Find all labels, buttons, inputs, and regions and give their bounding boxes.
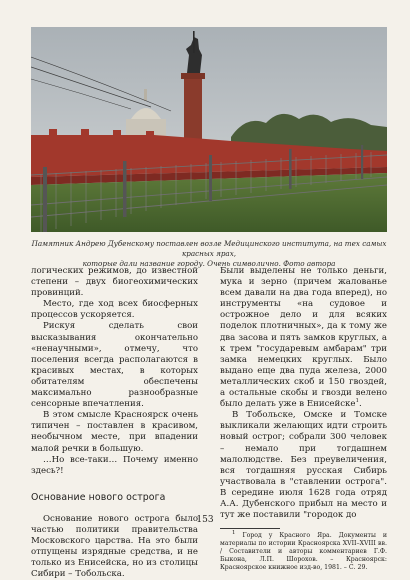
paragraph: В Тобольске, Омске и Томске выкликали желающих идти строить новый острог; собрали 300 человек – немало при тогдашнем малолюдстве. Без преувеличения, вся тогдашняя русская Сибирь участвовала в "ставлении острога". В середине июля 1628 года отряд А.А. Дубенского прибыл на место и тут же поставили "городок до bbox=[220, 410, 387, 521]
paragraph: …Но все-таки… Почему именно здесь?! bbox=[31, 454, 198, 476]
paragraph: логических режимов, до известной степени – двух биогеохимических провинций. bbox=[31, 266, 198, 299]
paragraph: Основание нового острога было частью политики правительства Московского царства. На это были отпущены изрядные средства, и не только из Енисейска, но из столицы Сибири – Тобольска. bbox=[31, 513, 198, 580]
page-number: 153 bbox=[196, 515, 214, 525]
photo-monument-icon bbox=[31, 27, 387, 232]
paragraph-text: Были выделены не только деньги, мука и зерно (причем жалованье всем давали на два года вперед), но инструменты «на судовое и острожное дело и для всяких поделок плотничных», да к тому же два засова и пять замков круглых, а к трем "государевым амбарам" три замка немецких круглых. Было выдано еще два пуда железа, 2000 металлических скоб и 150 гвоздей, а остальные скобы и гвозди велено было делать уже в Енисейске bbox=[220, 266, 387, 410]
section-heading: Основание нового острога bbox=[31, 491, 166, 503]
photo-caption bbox=[31, 239, 387, 269]
monument-photo bbox=[31, 27, 387, 232]
right-column bbox=[220, 266, 387, 572]
paragraph: В этом смысле Красноярск очень типичен – поставлен в красивом, необычном месте, при впадении малой речки в большую. bbox=[31, 410, 198, 454]
caption-line-1: Памятник Андрею Дубенскому поставлен возле Медицинского института, на тех самых красных ярах, bbox=[31, 239, 387, 258]
paragraph: Рискуя сделать свои высказывания окончательно «ненаучными», отмечу, что поселения всегда располагаются в красивых местах, в которых обитателям обеспечены максимально разнообразные сенсорные впечатления. bbox=[31, 321, 198, 410]
footnote bbox=[220, 532, 387, 572]
caption-line-2: которые дали название городу. Очень символично. Фото автора bbox=[82, 259, 336, 268]
paragraph: Место, где ход всех биосферных процессов ускоряется. bbox=[31, 299, 198, 321]
footnote-marker: 1 bbox=[355, 398, 359, 405]
footnote-text: Город у Красного Яра. Документы и материалы по истории Красноярска XVII–XVIII вв. / Составители и авторы комментариев Г.Ф. Быкона, Л.П. Шорохов. – Красноярск: Красноярское книжное изд-во, 1981. – С. 29. bbox=[220, 532, 387, 572]
footnote-number: 1 bbox=[232, 530, 236, 537]
left-column bbox=[31, 266, 198, 580]
paragraph-end: . bbox=[358, 399, 362, 410]
paragraph bbox=[220, 266, 387, 410]
footnote-divider bbox=[220, 528, 280, 529]
